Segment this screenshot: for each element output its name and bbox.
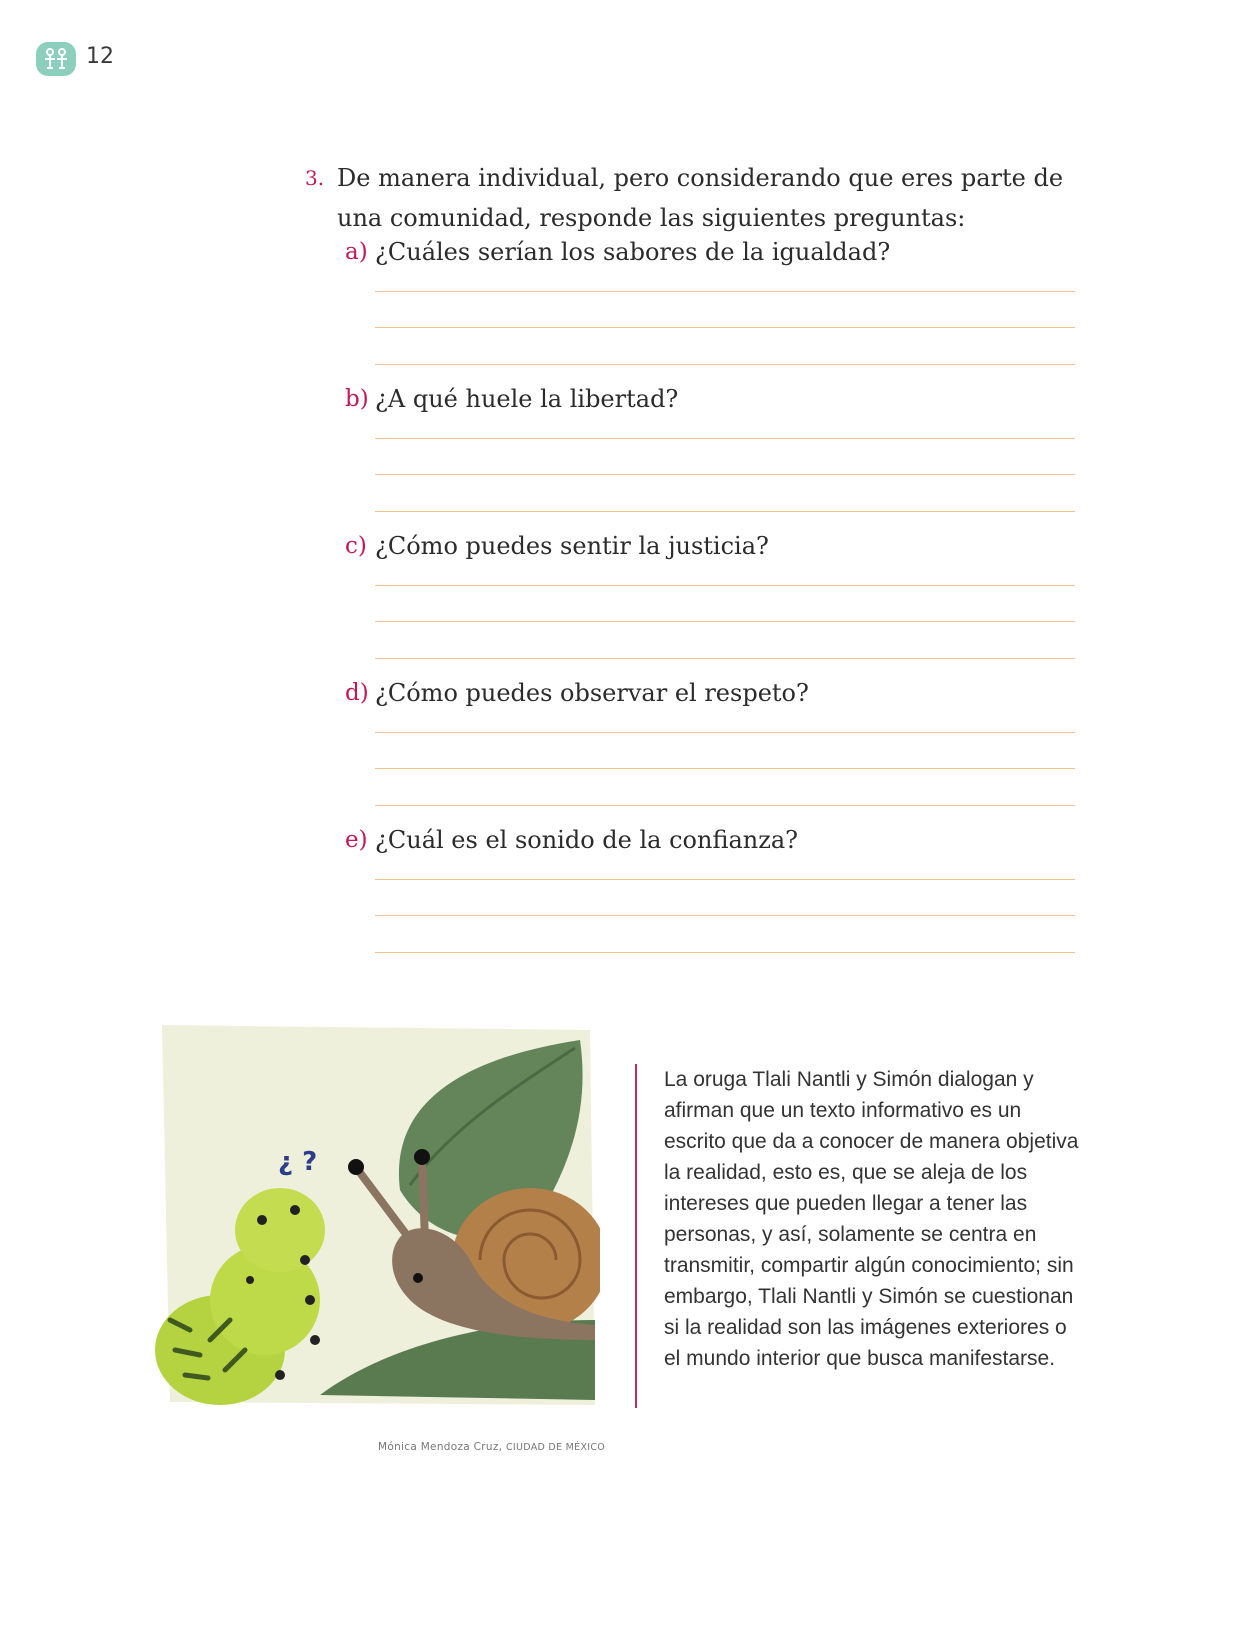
answer-line[interactable] xyxy=(375,805,1075,806)
credit-name: Mónica Mendoza Cruz, xyxy=(378,1441,503,1453)
page-badge xyxy=(36,42,76,76)
side-text-divider xyxy=(635,1064,637,1408)
question-marks: ¿ ? xyxy=(278,1147,318,1177)
subquestion-text: ¿Cuáles serían los sabores de la igualdad? xyxy=(375,238,891,266)
side-text: La oruga Tlali Nantli y Simón dialogan y afirman que un texto informativo es un escrito que da a conocer de manera objetiva la realidad, esto es, que se aleja de los intereses que pueden llegar a tener las personas, y así, solamente se centra en transmitir, compartir algún conocimiento; sin embargo, Tlali Nantli y Simón se cuestionan si la realidad son las imágenes exteriores o el mundo interior que busca manifestarse. xyxy=(664,1068,1079,1370)
answer-line[interactable] xyxy=(375,952,1075,953)
subquestion-text: ¿Cómo puedes observar el respeto? xyxy=(375,679,809,707)
answer-line[interactable] xyxy=(375,768,1075,769)
answer-line[interactable] xyxy=(375,658,1075,659)
credit-place: CIUDAD DE MÉXICO xyxy=(505,1442,606,1453)
subquestion-label: c) xyxy=(345,533,367,559)
subquestion-text: ¿Cómo puedes sentir la justicia? xyxy=(375,532,769,560)
answer-line[interactable] xyxy=(375,915,1075,916)
subquestion-text: ¿Cuál es el sonido de la confianza? xyxy=(375,826,799,854)
subquestion-label: b) xyxy=(345,386,369,412)
illustration-credit xyxy=(378,1441,605,1453)
community-figures-icon xyxy=(42,47,70,71)
subquestion-label: d) xyxy=(345,680,369,706)
subquestion-label: e) xyxy=(345,827,368,853)
subquestion-label: a) xyxy=(345,239,368,265)
answer-line[interactable] xyxy=(375,327,1075,328)
question-3 xyxy=(305,158,1065,238)
answer-line[interactable] xyxy=(375,511,1075,512)
answer-line[interactable] xyxy=(375,879,1075,880)
answer-line[interactable] xyxy=(375,732,1075,733)
question-text: De manera individual, pero considerando que eres parte de una comunidad, responde las siguientes preguntas: xyxy=(337,164,1064,232)
illustration-caterpillar-and-snail xyxy=(150,1020,600,1415)
answer-line[interactable] xyxy=(375,438,1075,439)
page-number: 12 xyxy=(86,44,114,69)
answer-line[interactable] xyxy=(375,621,1075,622)
question-number: 3. xyxy=(305,166,325,190)
answer-line[interactable] xyxy=(375,364,1075,365)
subquestion-text: ¿A qué huele la libertad? xyxy=(375,385,679,413)
answer-line[interactable] xyxy=(375,474,1075,475)
answer-line[interactable] xyxy=(375,585,1075,586)
answer-line[interactable] xyxy=(375,291,1075,292)
